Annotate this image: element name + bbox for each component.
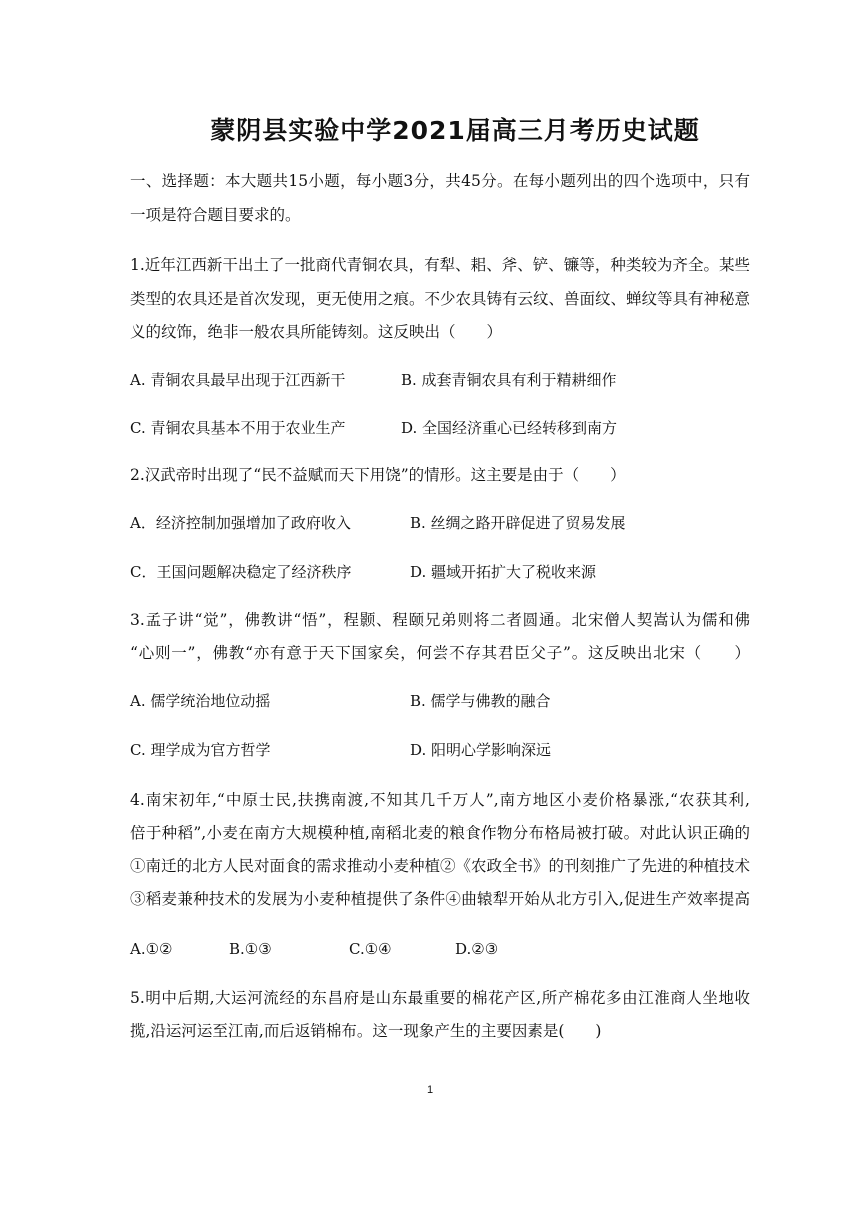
q5-stem-line-1: 5.明中后期,大运河流经的东昌府是山东最重要的棉花产区,所产棉花多由江淮商人坐地收: [130, 989, 750, 1007]
q3-stem-line-1: 3.孟子讲“觉”，佛教讲“悟”，程颢、程颐兄弟则将二者圆通。北宋僧人契嵩认为儒和佛: [130, 611, 750, 629]
q2-stem-line-1: 2.汉武帝时出现了“民不益赋而天下用饶”的情形。这主要是由于（ ）: [130, 466, 626, 484]
page-number: 1: [426, 1084, 434, 1096]
q1-stem-line-2: 类型的农具还是首次发现，更无使用之痕。不少农具铸有云纹、兽面纹、蝉纹等具有神秘意: [130, 290, 751, 308]
q4-option-d: D.②③: [455, 940, 499, 958]
q1-stem-line-1: 1.近年江西新干出土了一批商代青铜农具，有犁、耜、斧、铲、镰等，种类较为齐全。某些: [130, 256, 750, 274]
q4-option-c: C.①④: [349, 940, 392, 958]
q4-stem-line-4: ③稻麦兼种技术的发展为小麦种植提供了条件④曲辕犁开始从北方引入,促进生产效率提高: [130, 890, 750, 908]
q2-option-d: D. 疆域开拓扩大了税收来源: [410, 563, 597, 581]
section-instruction-line-1: 一、选择题：本大题共15小题，每小题3分，共45分。在每小题列出的四个选项中，只有: [130, 172, 750, 190]
q3-option-c: C. 理学成为官方哲学: [130, 741, 271, 759]
q4-option-b: B.①③: [229, 940, 272, 958]
q1-option-a: A. 青铜农具最早出现于江西新干: [130, 371, 346, 389]
q2-option-c: C．王国问题解决稳定了经济秩序: [130, 563, 352, 581]
page-title: 蒙阴县实验中学2021届高三月考历史试题: [210, 116, 700, 145]
section-instruction-line-2: 一项是符合题目要求的。: [130, 206, 301, 224]
q2-option-a: A．经济控制加强增加了政府收入: [130, 514, 351, 532]
q3-option-a: A. 儒学统治地位动摇: [130, 692, 271, 710]
q1-option-c: C. 青铜农具基本不用于农业生产: [130, 419, 346, 437]
q1-option-b: B. 成套青铜农具有利于精耕细作: [401, 371, 617, 389]
q3-option-d: D. 阳明心学影响深远: [410, 741, 552, 759]
q4-option-a: A.①②: [130, 940, 173, 958]
q5-stem-line-2: 揽,沿运河运至江南,而后返销棉布。这一现象产生的主要因素是( ): [130, 1022, 602, 1040]
q4-stem-line-1: 4.南宋初年,“中原士民,扶携南渡,不知其几千万人”,南方地区小麦价格暴涨,“农获其利,: [130, 791, 750, 809]
q4-stem-line-2: 倍于种稻”,小麦在南方大规模种植,南稻北麦的粮食作物分布格局被打破。对此认识正确的: [130, 824, 750, 842]
q3-stem-line-2: “心则一”，佛教“亦有意于天下国家矣，何尝不存其君臣父子”。这反映出北宋（ ）: [130, 644, 750, 662]
q4-stem-line-3: ①南迁的北方人民对面食的需求推动小麦种植②《农政全书》的刊刻推广了先进的种植技术: [130, 857, 751, 875]
q1-option-d: D. 全国经济重心已经转移到南方: [401, 419, 618, 437]
q2-option-b: B. 丝绸之路开辟促进了贸易发展: [410, 514, 626, 532]
q3-option-b: B. 儒学与佛教的融合: [410, 692, 551, 710]
q1-stem-line-3: 义的纹饰，绝非一般农具所能铸刻。这反映出（ ）: [130, 323, 503, 341]
